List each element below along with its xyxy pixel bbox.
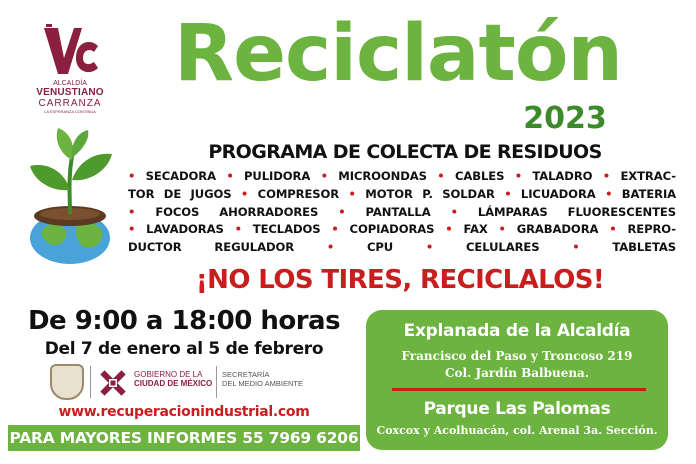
item-label: MOTOR P. SOLDAR [365, 186, 505, 201]
page-title: Reciclatón [174, 9, 622, 99]
item-label: PULIDORA [244, 169, 321, 183]
item-label: MICROONDAS [338, 169, 438, 183]
cdmx-line2: CIUDAD DE MÉXICO [134, 379, 213, 388]
item-label: FAX [463, 222, 499, 237]
alcaldia-logo [18, 22, 122, 122]
dates-text: Del 7 de enero al 5 de febrero [44, 339, 324, 359]
bullet-icon: • [445, 222, 464, 237]
item-label: TALADRO [532, 169, 603, 183]
items-line [128, 186, 676, 204]
bullet-icon: • [348, 186, 366, 201]
info-bar: PARA MAYORES INFORMES 55 7969 6206 [8, 425, 360, 451]
secretaria-line2: DEL MEDIO AMBIENTE [222, 379, 303, 388]
year-label: 2023 [523, 101, 607, 136]
bullet-icon: • [425, 240, 466, 255]
divider [216, 366, 217, 398]
logo-line-carranza: CARRANZA [38, 98, 102, 109]
bullet-icon: • [128, 169, 146, 183]
bullet-icon: • [331, 222, 350, 237]
bullet-icon: • [605, 186, 622, 201]
bullet-icon: • [514, 169, 533, 183]
items-list [128, 168, 676, 257]
cdmx-emblem-icon [96, 366, 130, 400]
bullet-icon: • [128, 222, 147, 237]
plant-globe-icon [20, 120, 120, 270]
item-label: REPRO- [627, 222, 676, 237]
bullet-icon: • [437, 169, 455, 183]
location-divider [392, 388, 646, 391]
location-name: Explanada de la Alcaldía [403, 321, 631, 341]
item-label: LICUADORA [520, 186, 606, 201]
item-label: EXTRAC- [620, 169, 676, 183]
item-label: CABLES [454, 169, 515, 183]
hours-text: De 9:00 a 18:00 horas [27, 306, 341, 336]
item-label: GRABADORA [516, 222, 610, 237]
bullet-icon: • [498, 222, 517, 237]
website-link[interactable]: www.recuperacionindustrial.com [58, 404, 310, 420]
bullet-icon: • [609, 222, 628, 237]
secretaria-line1: SECRETARÍA [222, 370, 270, 379]
bullet-icon: • [450, 204, 478, 219]
divider [90, 366, 91, 398]
subtitle: PROGRAMA DE COLECTA DE RESIDUOS [208, 141, 602, 163]
coat-of-arms-icon [50, 364, 84, 400]
logo-tagline: LA ESPERANZA CONTINÚA [44, 109, 96, 114]
item-label: PANTALLA [365, 204, 451, 219]
logo-line-venustiano: VENUSTIANO [36, 87, 104, 98]
bullet-icon: • [226, 169, 245, 183]
location-name: Parque Las Palomas [423, 399, 611, 419]
bullet-icon: • [234, 222, 253, 237]
item-label: TABLETAS [612, 240, 677, 255]
government-logos [50, 362, 350, 402]
item-label: CELULARES [466, 240, 573, 255]
item-label: SECADORA [145, 169, 227, 183]
bullet-icon: • [572, 240, 613, 255]
item-label: DUCTOR REGULADOR [128, 240, 327, 255]
vc-monogram-icon [38, 22, 102, 80]
item-label: TOR DE JUGOS [128, 186, 241, 201]
item-label: BATERIA [621, 186, 677, 201]
bullet-icon: • [128, 204, 156, 219]
item-label: LAVADORAS [146, 222, 235, 237]
items-line [128, 204, 676, 222]
bullet-icon: • [338, 204, 366, 219]
secretaria-text [222, 370, 303, 388]
item-label: COMPRESOR [257, 186, 349, 201]
location-address: Coxcox y Acolhuacán, col. Arenal 3a. Sección. [376, 424, 658, 437]
locations-box [366, 310, 668, 450]
location-address: Francisco del Paso y Troncoso 219 [401, 349, 633, 363]
cdmx-text [134, 370, 212, 388]
logo-line-alcaldia: ALCALDÍA [53, 80, 87, 87]
cdmx-line1: GOBIERNO DE LA [134, 370, 203, 379]
items-line [128, 239, 676, 257]
location-address: Col. Jardín Balbuena. [445, 366, 589, 380]
bullet-icon: • [320, 169, 339, 183]
items-line [128, 221, 676, 239]
bullet-icon: • [504, 186, 521, 201]
item-label: TECLADOS [252, 222, 332, 237]
bullet-icon: • [602, 169, 621, 183]
item-label: CPU [366, 240, 426, 255]
item-label: FOCOS AHORRADORES [155, 204, 339, 219]
item-label: LÁMPARAS FLUORESCENTES [477, 204, 677, 219]
items-line [128, 168, 676, 186]
item-label: COPIADORAS [349, 222, 446, 237]
slogan: ¡NO LOS TIRES, RECICLALOS! [195, 265, 605, 295]
bullet-icon: • [240, 186, 258, 201]
bullet-icon: • [326, 240, 367, 255]
